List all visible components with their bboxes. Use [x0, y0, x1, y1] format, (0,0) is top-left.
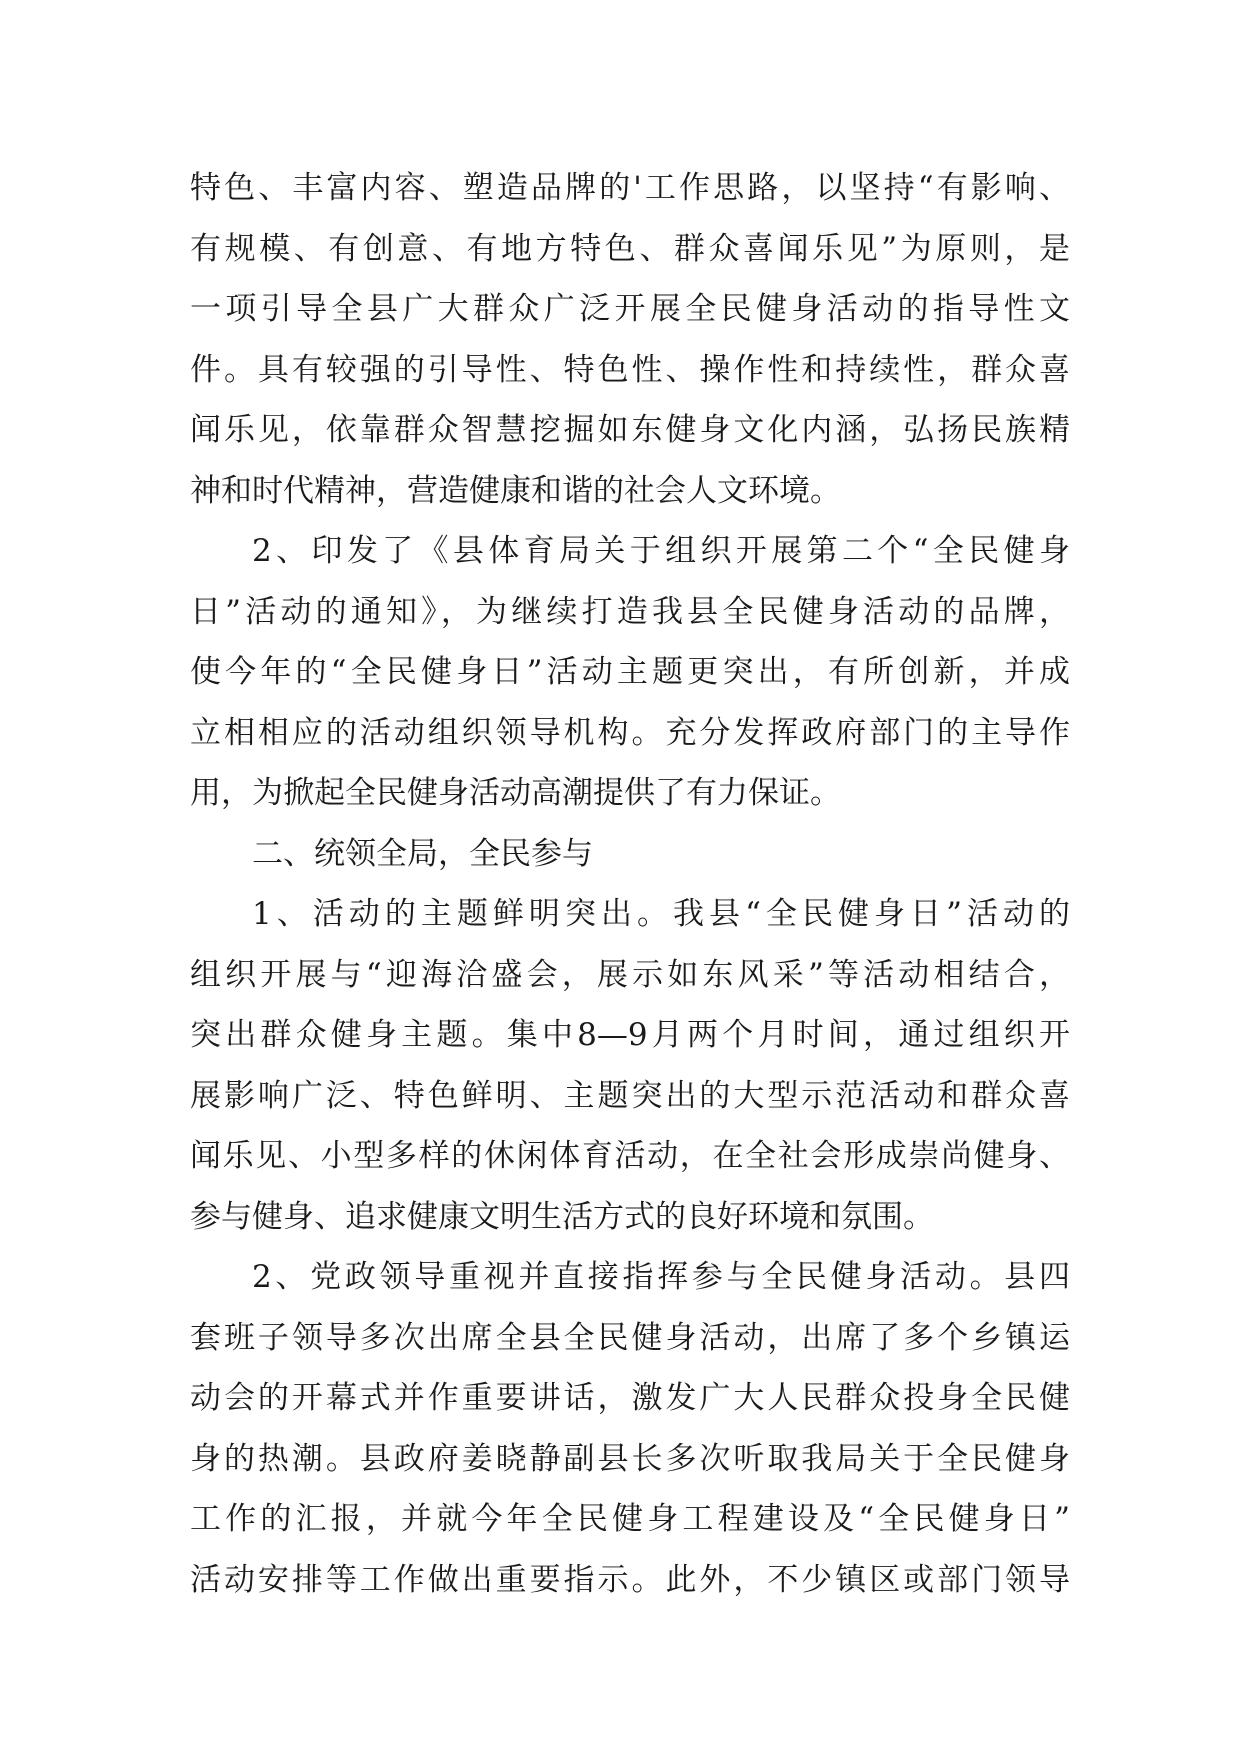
text-line: 用，为掀起全民健身活动高潮提供了有力保证。: [190, 775, 841, 811]
section-heading: 二、统领全局，全民参与: [252, 835, 593, 872]
paragraph-start-line: 2、印发了《县体育局关于组织开展第二个“全民健身: [252, 533, 1070, 569]
text-line: 闻乐见、小型多样的休闲体育活动，在全社会形成崇尚健身、: [190, 1138, 1070, 1174]
text-line: 神和时代精神，营造健康和谐的社会人文环境。: [190, 472, 841, 509]
document-body: [190, 158, 1070, 1610]
text-line: 展影响广泛、特色鲜明、主题突出的大型示范活动和群众喜: [190, 1077, 1070, 1114]
text-line: 组织开展与“迎海洽盛会，展示如东风采”等活动相结合，: [190, 956, 1070, 993]
paragraph-start-line: 2、党政领导重视并直接指挥参与全民健身活动。县四: [252, 1259, 1070, 1295]
text-line: 使今年的“全民健身日”活动主题更突出，有所创新，并成: [190, 654, 1070, 690]
text-line: 件。具有较强的引导性、特色性、操作性和持续性，群众喜: [190, 351, 1070, 388]
text-line: 套班子领导多次出席全县全民健身活动，出席了多个乡镇运: [190, 1319, 1070, 1356]
text-line: 有规模、有创意、有地方特色、群众喜闻乐见”为原则，是: [190, 230, 1070, 267]
paragraph-start-line: 1、活动的主题鲜明突出。我县“全民健身日”活动的: [252, 896, 1070, 932]
text-line: 立相相应的活动组织领导机构。充分发挥政府部门的主导作: [190, 714, 1070, 751]
text-line: 日”活动的通知》，为继续打造我县全民健身活动的品牌，: [190, 593, 1070, 630]
text-line: 身的热潮。县政府姜晓静副县长多次听取我局关于全民健身: [190, 1440, 1070, 1477]
text-line: 突出群众健身主题。集中8—9月两个月时间，通过组织开: [190, 1017, 1070, 1053]
text-line: 闻乐见，依靠群众智慧挖掘如东健身文化内涵，弘扬民族精: [190, 412, 1070, 448]
text-line: 活动安排等工作做出重要指示。此外，不少镇区或部门领导: [190, 1561, 1070, 1598]
text-line: 一项引导全县广大群众广泛开展全民健身活动的指导性文: [190, 291, 1070, 327]
text-line: 工作的汇报，并就今年全民健身工程建设及“全民健身日”: [190, 1501, 1070, 1537]
text-line: 参与健身、追求健康文明生活方式的良好环境和氛围。: [190, 1198, 934, 1235]
text-line: 动会的开幕式并作重要讲话，激发广大人民群众投身全民健: [190, 1380, 1070, 1416]
text-line: 特色、丰富内容、塑造品牌的'工作思路，以坚持“有影响、: [190, 170, 1070, 206]
